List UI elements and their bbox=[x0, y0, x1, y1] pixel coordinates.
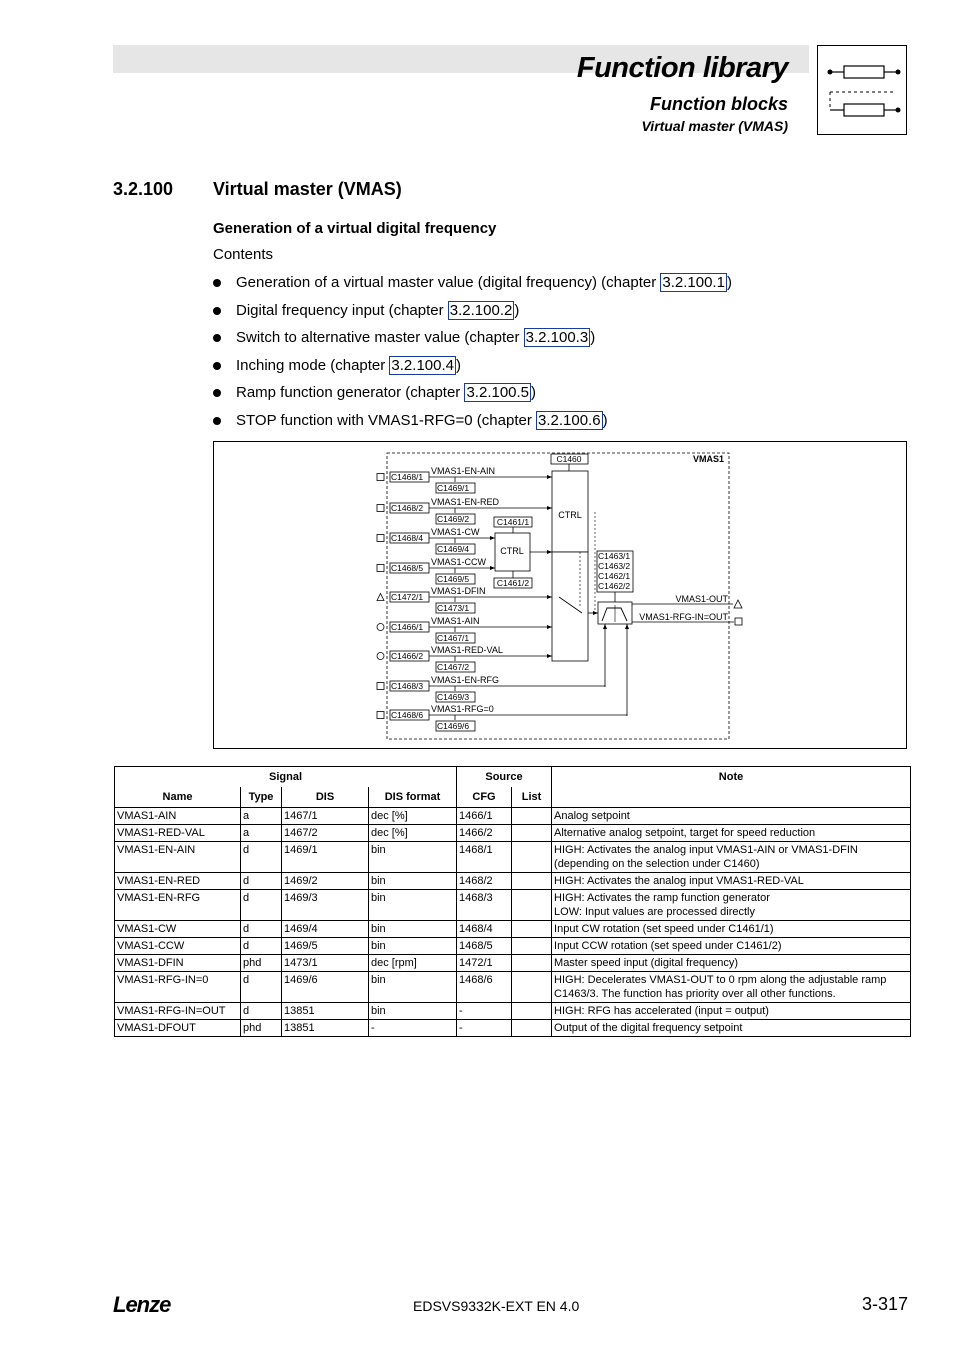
table-cell bbox=[512, 938, 552, 955]
table-cell: bin bbox=[369, 1003, 457, 1020]
cfg-code: C1472/1 bbox=[391, 592, 424, 602]
table-cell: dec [rpm] bbox=[369, 955, 457, 972]
table-cell: bin bbox=[369, 842, 457, 873]
chapter-link[interactable]: 3.2.100.3 bbox=[525, 329, 589, 346]
table-cell bbox=[512, 873, 552, 890]
cfg-code: C1468/2 bbox=[391, 503, 424, 513]
table-cell bbox=[512, 825, 552, 842]
table-cell: Input CCW rotation (set speed under C1461/2) bbox=[552, 938, 911, 955]
chapter-subtitle: Function blocks bbox=[649, 94, 788, 114]
page-number: 3-317 bbox=[861, 1294, 908, 1314]
list-item: Generation of a virtual master value (digital frequency) (chapter 3.2.100.1 ) bbox=[213, 273, 732, 301]
table-cell: 1466/2 bbox=[457, 825, 512, 842]
svg-text:C1462/2: C1462/2 bbox=[598, 581, 631, 591]
table-cell: VMAS1-DFOUT bbox=[115, 1020, 241, 1037]
bullet-icon bbox=[213, 362, 221, 370]
table-row bbox=[115, 972, 911, 1003]
input-vmas1-rfg=0 bbox=[377, 704, 627, 731]
table-cell: 1469/2 bbox=[282, 873, 369, 890]
table-row bbox=[115, 825, 911, 842]
ctrl2-label: CTRL bbox=[500, 546, 524, 556]
table-cell: Output of the digital frequency setpoint bbox=[552, 1020, 911, 1037]
input-vmas1-red-val bbox=[377, 645, 552, 672]
table-cell: 1468/4 bbox=[457, 921, 512, 938]
table-cell: 1467/2 bbox=[282, 825, 369, 842]
bullet-icon bbox=[213, 307, 221, 315]
table-row bbox=[115, 808, 911, 825]
table-cell: VMAS1-RFG-IN=OUT bbox=[115, 1003, 241, 1020]
svg-text:C1463/1: C1463/1 bbox=[598, 551, 631, 561]
contents-list bbox=[213, 273, 732, 438]
function-block-icon bbox=[817, 45, 907, 135]
table-cell: bin bbox=[369, 972, 457, 1003]
digital-input-icon bbox=[377, 535, 384, 542]
table-cell: d bbox=[241, 972, 282, 1003]
table-cell: 1473/1 bbox=[282, 955, 369, 972]
table-cell: VMAS1-RED-VAL bbox=[115, 825, 241, 842]
table-cell: HIGH: RFG has accelerated (input = output) bbox=[552, 1003, 911, 1020]
table-cell: 1469/6 bbox=[282, 972, 369, 1003]
output-signal-rfg-in-out: VMAS1-RFG-IN=OUT bbox=[639, 612, 728, 622]
table-cell: d bbox=[241, 842, 282, 873]
table-cell: Master speed input (digital frequency) bbox=[552, 955, 911, 972]
signal-label: VMAS1-RFG=0 bbox=[431, 704, 494, 714]
table-cell: dec [%] bbox=[369, 808, 457, 825]
bullet-icon bbox=[213, 279, 221, 287]
table-cell: a bbox=[241, 808, 282, 825]
signal-label: VMAS1-CW bbox=[431, 527, 480, 537]
table-cell: 1468/3 bbox=[457, 890, 512, 921]
table-row bbox=[115, 873, 911, 890]
column-header-cfg: CFG bbox=[457, 787, 512, 808]
dis-code: C1469/6 bbox=[437, 721, 470, 731]
input-vmas1-ccw bbox=[377, 557, 495, 584]
chapter-subsubtitle: Virtual master (VMAS) bbox=[641, 118, 788, 134]
table-cell: 13851 bbox=[282, 1003, 369, 1020]
input-vmas1-en-ain bbox=[377, 466, 552, 493]
table-cell bbox=[512, 955, 552, 972]
list-item: Switch to alternative master value (chapter 3.2.100.3 ) bbox=[213, 328, 732, 356]
table-cell: d bbox=[241, 873, 282, 890]
table-cell bbox=[512, 972, 552, 1003]
table-cell bbox=[512, 1020, 552, 1037]
section-title: Virtual master (VMAS) bbox=[213, 179, 402, 199]
signal-table bbox=[114, 766, 911, 1037]
cfg-code: C1468/5 bbox=[391, 563, 424, 573]
table-cell: 1469/4 bbox=[282, 921, 369, 938]
table-cell: VMAS1-EN-AIN bbox=[115, 842, 241, 873]
table-cell: VMAS1-RFG-IN=0 bbox=[115, 972, 241, 1003]
table-cell: VMAS1-EN-RED bbox=[115, 873, 241, 890]
input-vmas1-dfin bbox=[377, 586, 552, 613]
table-cell: 1468/6 bbox=[457, 972, 512, 1003]
cfg-code: C1466/1 bbox=[391, 622, 424, 632]
table-cell bbox=[512, 1003, 552, 1020]
table-cell: a bbox=[241, 825, 282, 842]
signal-label: VMAS1-EN-RFG bbox=[431, 675, 500, 685]
bullet-icon bbox=[213, 389, 221, 397]
table-row bbox=[115, 890, 911, 921]
dis-code: C1469/4 bbox=[437, 544, 470, 554]
svg-text:C1463/2: C1463/2 bbox=[598, 561, 631, 571]
table-cell: HIGH: Activates the analog input VMAS1-AIN or VMAS1-DFIN (depending on the selection under C1460) bbox=[552, 842, 911, 873]
table-cell: Analog setpoint bbox=[552, 808, 911, 825]
column-header-list: List bbox=[512, 787, 552, 808]
dis-code: C1467/2 bbox=[437, 662, 470, 672]
table-cell: 13851 bbox=[282, 1020, 369, 1037]
table-cell: 1468/2 bbox=[457, 873, 512, 890]
table-cell: 1472/1 bbox=[457, 955, 512, 972]
table-row bbox=[115, 842, 911, 873]
chapter-link[interactable]: 3.2.100.1 bbox=[662, 274, 725, 291]
table-cell: - bbox=[369, 1020, 457, 1037]
signal-label: VMAS1-EN-RED bbox=[431, 497, 500, 507]
bullet-icon bbox=[213, 334, 221, 342]
cfg-code: C1466/2 bbox=[391, 651, 424, 661]
column-header-name: Name bbox=[115, 787, 241, 808]
digital-input-icon bbox=[377, 505, 384, 512]
table-cell: HIGH: Activates the analog input VMAS1-RED-VAL bbox=[552, 873, 911, 890]
ctrl-label: CTRL bbox=[558, 510, 582, 520]
input-vmas1-ain bbox=[377, 616, 552, 643]
mux-block bbox=[552, 552, 588, 661]
dis-code: C1469/3 bbox=[437, 692, 470, 702]
table-cell: 1469/1 bbox=[282, 842, 369, 873]
signal-label: VMAS1-AIN bbox=[431, 616, 480, 626]
table-cell: bin bbox=[369, 938, 457, 955]
signal-label: VMAS1-RED-VAL bbox=[431, 645, 503, 655]
chapter-link[interactable]: 3.2.100.2 bbox=[449, 301, 513, 319]
ctrl2-top-code: C1461/1 bbox=[496, 517, 530, 527]
table-row bbox=[115, 955, 911, 972]
list-item: STOP function with VMAS1-RFG=0 (chapter 3.2.100.6 ) bbox=[213, 411, 732, 439]
signal-group-header: Signal bbox=[115, 767, 457, 788]
table-cell bbox=[512, 890, 552, 921]
table-cell: 1468/5 bbox=[457, 938, 512, 955]
table-cell: bin bbox=[369, 873, 457, 890]
contents-label: Contents bbox=[213, 246, 274, 263]
table-cell: d bbox=[241, 890, 282, 921]
table-cell: 1469/5 bbox=[282, 938, 369, 955]
table-cell: bin bbox=[369, 890, 457, 921]
dis-code: C1467/1 bbox=[437, 633, 470, 643]
dis-code: C1469/5 bbox=[437, 574, 470, 584]
table-cell: - bbox=[457, 1020, 512, 1037]
section-number: 3.2.100 bbox=[113, 179, 174, 199]
table-cell: 1468/1 bbox=[457, 842, 512, 873]
chapter-link[interactable]: 3.2.100.4 bbox=[391, 356, 454, 374]
signal-label: VMAS1-CCW bbox=[431, 557, 487, 567]
table-cell: VMAS1-CW bbox=[115, 921, 241, 938]
dis-code: C1469/1 bbox=[437, 483, 470, 493]
signal-label: VMAS1-DFIN bbox=[431, 586, 486, 596]
lenze-logo: Lenze bbox=[113, 1292, 171, 1317]
input-vmas1-cw bbox=[377, 527, 495, 554]
cfg-code: C1468/1 bbox=[391, 472, 424, 482]
table-cell bbox=[512, 808, 552, 825]
phase-input-icon bbox=[377, 594, 384, 601]
cfg-code: C1468/6 bbox=[391, 710, 424, 720]
table-cell bbox=[512, 842, 552, 873]
bullet-icon bbox=[213, 417, 221, 425]
chapter-title: Function library bbox=[576, 52, 788, 84]
table-cell: Input CW rotation (set speed under C1461/1) bbox=[552, 921, 911, 938]
subheading: Generation of a virtual digital frequency bbox=[213, 220, 497, 237]
table-row bbox=[115, 1020, 911, 1037]
svg-text:C1462/1: C1462/1 bbox=[598, 571, 631, 581]
table-cell: phd bbox=[241, 955, 282, 972]
note-header: Note bbox=[552, 767, 911, 808]
table-cell: VMAS1-CCW bbox=[115, 938, 241, 955]
dis-code: C1469/2 bbox=[437, 514, 470, 524]
table-cell: VMAS1-AIN bbox=[115, 808, 241, 825]
digital-input-icon bbox=[377, 565, 384, 572]
vmas-block-diagram bbox=[213, 441, 907, 749]
source-group-header: Source bbox=[457, 767, 552, 788]
analog-input-icon bbox=[377, 624, 384, 631]
block-name: VMAS1 bbox=[692, 454, 724, 464]
digital-input-icon bbox=[377, 683, 384, 690]
list-item: Ramp function generator (chapter 3.2.100.5 ) bbox=[213, 383, 732, 411]
chapter-link[interactable]: 3.2.100.6 bbox=[538, 411, 601, 429]
column-header-type: Type bbox=[241, 787, 282, 808]
table-cell: 1467/1 bbox=[282, 808, 369, 825]
table-cell: phd bbox=[241, 1020, 282, 1037]
ctrl-code: C1460 bbox=[556, 454, 582, 464]
cfg-code: C1468/4 bbox=[391, 533, 424, 543]
dis-code: C1473/1 bbox=[437, 603, 470, 613]
table-cell: bin bbox=[369, 921, 457, 938]
rfg-code-stack bbox=[597, 551, 633, 602]
table-cell: VMAS1-DFIN bbox=[115, 955, 241, 972]
document-id: EDSVS9332K-EXT EN 4.0 bbox=[413, 1298, 580, 1314]
list-item: Digital frequency input (chapter 3.2.100.2 ) bbox=[213, 301, 732, 329]
table-cell bbox=[512, 921, 552, 938]
table-cell: 1466/1 bbox=[457, 808, 512, 825]
signal-table-body bbox=[115, 808, 911, 1037]
table-cell: d bbox=[241, 1003, 282, 1020]
table-cell: dec [%] bbox=[369, 825, 457, 842]
table-cell: HIGH: Decelerates VMAS1-OUT to 0 rpm along the adjustable ramp C1463/3. The function has priority over all other functions. bbox=[552, 972, 911, 1003]
digital-input-icon bbox=[377, 712, 384, 719]
column-header-dis-format: DIS format bbox=[369, 787, 457, 808]
table-cell: - bbox=[457, 1003, 512, 1020]
table-row bbox=[115, 938, 911, 955]
input-vmas1-en-rfg bbox=[377, 675, 605, 702]
signal-label: VMAS1-EN-AIN bbox=[431, 466, 496, 476]
list-item: Inching mode (chapter 3.2.100.4 ) bbox=[213, 356, 732, 384]
chapter-link[interactable]: 3.2.100.5 bbox=[466, 384, 530, 401]
output-signal-out: VMAS1-OUT bbox=[675, 594, 728, 604]
table-cell: d bbox=[241, 921, 282, 938]
column-header-dis: DIS bbox=[282, 787, 369, 808]
table-cell: Alternative analog setpoint, target for speed reduction bbox=[552, 825, 911, 842]
table-cell: 1469/3 bbox=[282, 890, 369, 921]
table-cell: d bbox=[241, 938, 282, 955]
cfg-code: C1468/3 bbox=[391, 681, 424, 691]
table-cell: VMAS1-EN-RFG bbox=[115, 890, 241, 921]
table-row bbox=[115, 1003, 911, 1020]
ctrl2-bottom-code: C1461/2 bbox=[496, 578, 530, 588]
table-cell: HIGH: Activates the ramp function generator LOW: Input values are processed directly bbox=[552, 890, 911, 921]
table-row bbox=[115, 921, 911, 938]
digital-input-icon bbox=[377, 474, 384, 481]
analog-input-icon bbox=[377, 653, 384, 660]
